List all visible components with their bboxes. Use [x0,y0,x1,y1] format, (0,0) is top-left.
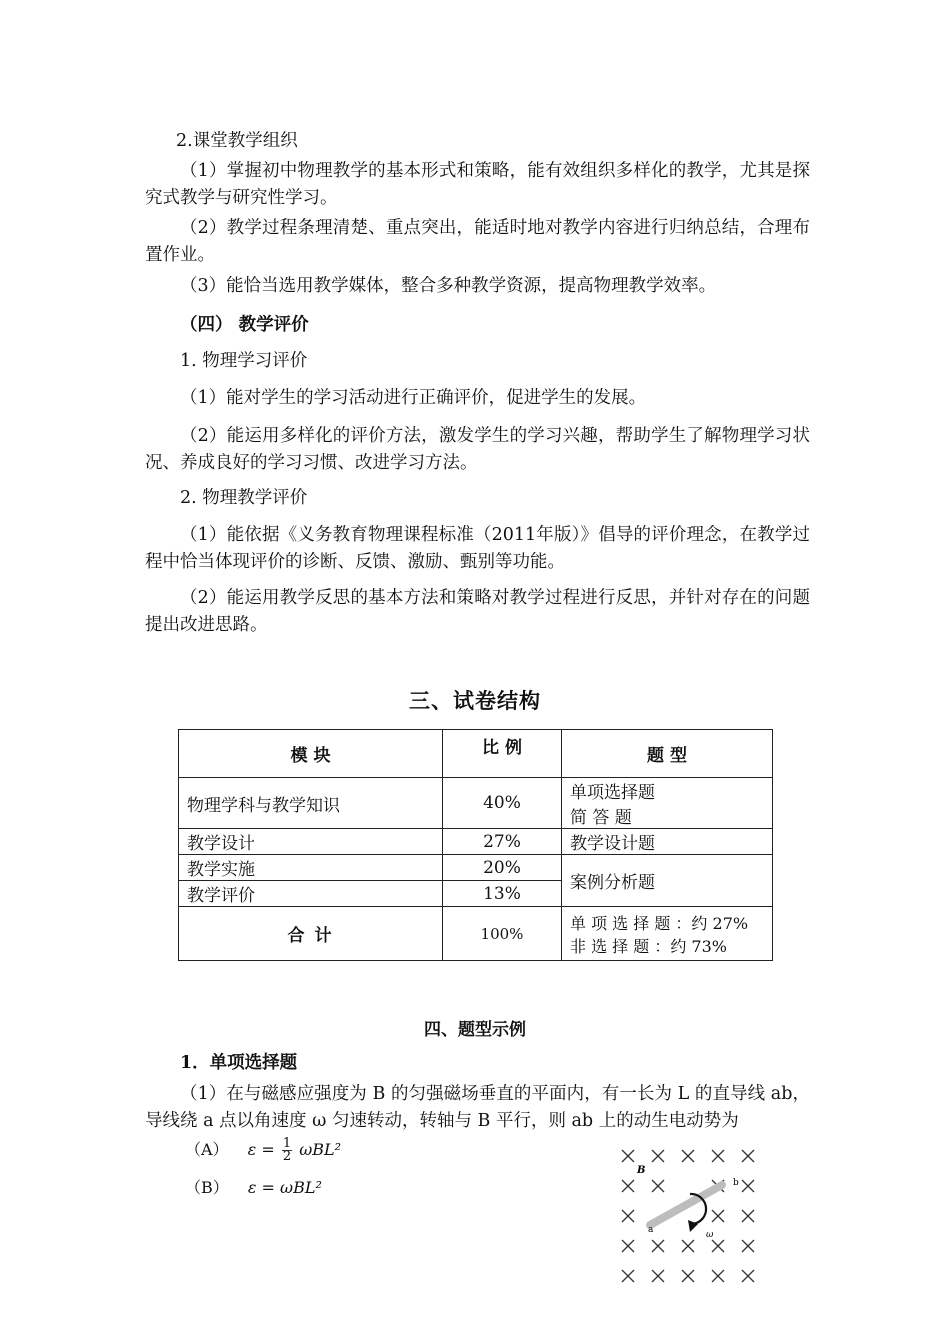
formula-rhs: ωBL² [280,1178,322,1197]
formula-lhs: ε = [247,1178,275,1197]
field-cross [652,1240,664,1252]
cell-ratio: 27% [443,829,562,855]
cell-module: 物理学科与教学知识 [179,778,443,829]
header-ratio: 比 例 [443,730,562,778]
question-type-heading: 1．单项选择题 [180,1053,298,1073]
heading-teaching-evaluation: （四） 教学评价 [180,315,309,335]
paragraph: （2）教学过程条理清楚、重点突出，能适时地对教学内容进行归纳总结，合理布置作业。 [145,218,810,265]
cell-ratio: 13% [443,881,562,907]
table-header-row [179,730,773,778]
option-b [185,1175,322,1198]
header-module: 模 块 [179,730,443,778]
label-point-b: b [733,1178,739,1188]
label-point-a: a [648,1225,654,1235]
field-cross [652,1270,664,1282]
fraction-numerator: 1 [282,1136,292,1151]
field-cross [652,1150,664,1162]
field-cross [712,1240,724,1252]
cell-module: 教学评价 [179,881,443,907]
total-line: 单 项 选 择 题 ：约 27% [570,913,749,933]
total-line: 非 选 择 题 ：约 73% [570,936,727,956]
paragraph: （1）掌握初中物理教学的基本形式和策略，能有效组织多样化的教学，尤其是探究式教学与研究性学习。 [145,161,810,208]
option-a [185,1137,341,1163]
cell-type: 教学设计题 [562,829,773,855]
field-cross [742,1270,754,1282]
label-b-field: B [637,1165,646,1176]
paragraph: （3）能恰当选用教学媒体，整合多种教学资源，提高物理教学效率。 [180,276,717,296]
label-omega: ω [706,1230,714,1240]
field-cross [682,1150,694,1162]
cell-type: 案例分析题 [562,855,773,907]
field-cross [622,1150,634,1162]
field-cross [622,1240,634,1252]
conducting-rod [650,1185,722,1225]
rotation-arrowhead [688,1220,698,1232]
paragraph: （1）能依据《义务教育物理课程标准（2011年版）》倡导的评价理念，在教学过程中恰当体现评价的诊断、反馈、激励、甄别等功能。 [145,525,810,572]
cell-type [562,778,773,829]
table-row [179,778,773,829]
cell-total-ratio: 100% [443,907,562,961]
paragraph: （1）能对学生的学习活动进行正确评价，促进学生的发展。 [180,388,647,408]
field-cross [622,1180,634,1192]
field-cross [682,1240,694,1252]
field-cross [742,1150,754,1162]
section-title-question-examples: 四、题型示例 [424,1020,526,1040]
field-cross [682,1270,694,1282]
cell-module: 教学实施 [179,855,443,881]
field-cross [742,1180,754,1192]
field-cross [742,1240,754,1252]
magnetic-field-figure [610,1140,770,1290]
cell-total-type [562,907,773,961]
field-cross [622,1210,634,1222]
field-cross [712,1210,724,1222]
cell-total-label: 合 计 [179,907,443,961]
type-line: 单项选择题 [570,783,655,803]
field-cross [712,1270,724,1282]
option-label: （A） [185,1140,229,1159]
heading-teaching-evaluation-sub: 2. 物理教学评价 [180,488,308,508]
formula-rhs: ωBL² [299,1140,342,1159]
table-total-row [179,907,773,961]
paragraph: （2）能运用多样化的评价方法，激发学生的学习兴趣，帮助学生了解物理学习状况、养成良好的学习习惯、改进学习方法。 [145,426,810,473]
cell-ratio: 40% [443,778,562,829]
field-cross [712,1150,724,1162]
cell-module: 教学设计 [179,829,443,855]
heading-classroom-organization: 2.课堂教学组织 [176,131,298,151]
fraction-denominator: 2 [282,1149,292,1164]
exam-structure-table [178,729,773,961]
paragraph: （2）能运用教学反思的基本方法和策略对教学过程进行反思，并针对存在的问题提出改进思路。 [145,588,810,635]
option-label: （B） [185,1178,229,1197]
cell-ratio: 20% [443,855,562,881]
header-type: 题 型 [562,730,773,778]
heading-learning-evaluation: 1. 物理学习评价 [180,351,308,371]
type-line: 简 答 题 [570,808,632,828]
fraction [282,1138,292,1163]
formula-lhs: ε = [247,1140,275,1159]
option-formula [248,1178,322,1197]
option-formula [247,1136,342,1164]
question-text: （1）在与磁感应强度为 B 的匀强磁场垂直的平面内，有一长为 L 的直导线 ab，导线绕 a 点以角速度 ω 匀速转动，转轴与 B 平行，则 ab 上的动生电动势为 [145,1084,810,1131]
table-row [179,829,773,855]
table-row [179,855,773,881]
field-cross [622,1270,634,1282]
section-title-exam-structure: 三、试卷结构 [409,688,541,713]
field-cross [652,1180,664,1192]
field-cross [742,1210,754,1222]
